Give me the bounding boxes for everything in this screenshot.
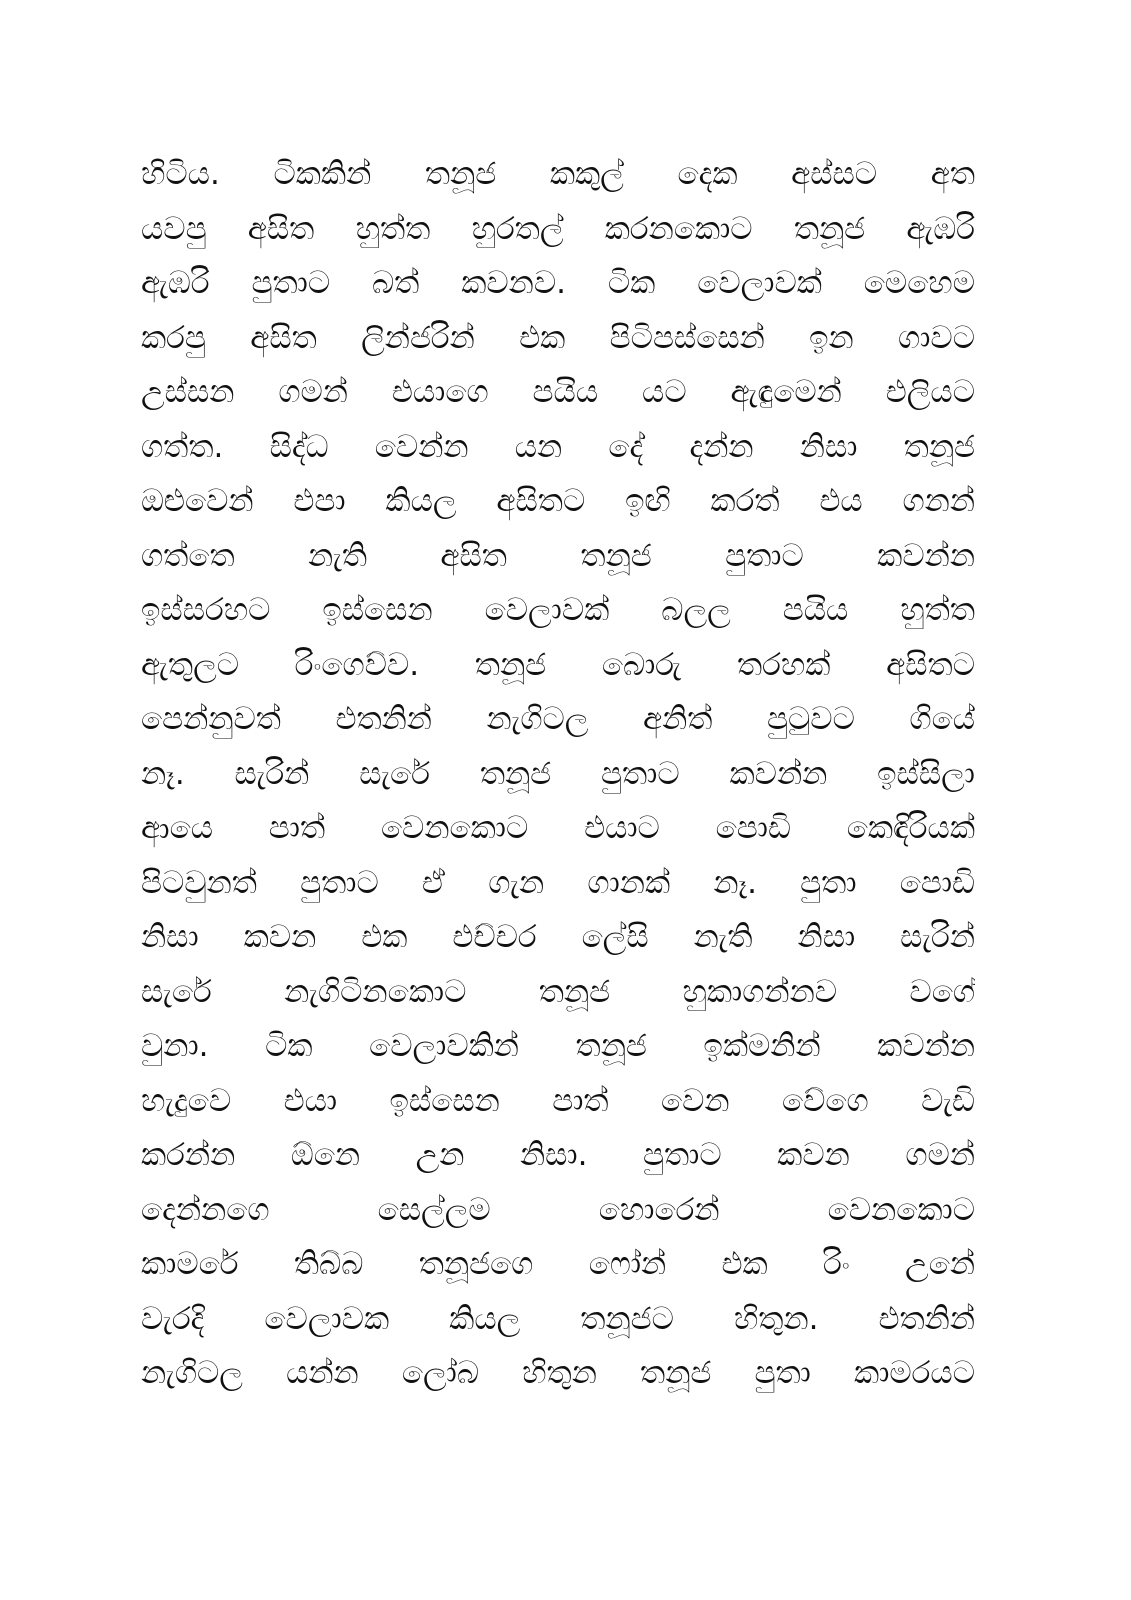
text-line: කාමරේ තිබ්බ තනූජගෙ ෆෝන් එක රිං උනේ — [141, 1246, 975, 1282]
text-line: උස්සන ගමන් එයාගෙ පයිය යට ඇඳුමෙන් එලියට — [141, 374, 975, 410]
text-line: පෙන්නුවත් එතනින් නැගිටල අනිත් පුටුවට ගියේ — [141, 701, 975, 737]
text-line: වුනා. ටික වෙලාවකින් තනූජ ඉක්මනින් කවන්න — [141, 1028, 975, 1064]
text-line: දෙන්නගෙ සෙල්ලම හොරෙන් වෙනකොට — [141, 1191, 975, 1228]
text-line: ආයෙ පාත් වෙනකොට එයාට පොඩි කෙඳිරියක් — [141, 810, 975, 846]
text-line: ගත්ත. සිද්ධ වෙන්න යන දේ දන්න නිසා තනූජ — [141, 428, 975, 465]
text-line: ගත්තෙ නැති අසිත තනූජ පුතාට කවන්න — [141, 537, 975, 574]
text-line: ඇඹරි පුතාට බත් කවනව. ටික වෙලාවක් මෙහෙම — [141, 265, 975, 301]
text-line: නෑ. සැරින් සැරේ තනූජ පුතාට කවන්න ඉස්සිලා — [141, 755, 975, 792]
text-line: ඇතුලට රිංගෙව්ව. තනූජ බොරු තරහක් අසිතට — [141, 646, 975, 683]
text-line: වැරදි වෙලාවක කියල තනූජට හිතුන. එතනින් — [141, 1300, 975, 1337]
text-line: ඉස්සරහට ඉස්සෙන වෙලාවක් බලල පයිය හුත්ත — [141, 592, 975, 628]
text-line: හැදුවෙ එයා ඉස්සෙන පාත් වෙන වේගෙ වැඩි — [141, 1082, 975, 1119]
text-line: පිටවුනත් පුතාට ඒ ගැන ගානක් නෑ. පුතා පොඩි — [141, 864, 975, 901]
text-line: නැගිටල යන්න ලෝබ හිතුන තනූජ පුතා කාමරයට — [141, 1355, 975, 1391]
text-line: යවපු අසිත හුත්ත හුරතල් කරනකොට තනූජ ඇඹරි — [141, 210, 975, 247]
text-line: කරන්න ඕනෙ උන නිසා. පුතාට කවන ගමන් — [141, 1137, 975, 1173]
text-line: ඔළුවෙන් එපා කියල අසිතට ඉඟි කරත් එය ගනන් — [141, 483, 975, 519]
text-line: සැරේ නැගිටිනකොට තනූජ හුකාගන්නව වගේ — [141, 973, 975, 1010]
text-line: කරපු අසිත ලින්ජරින් එක පිටිපස්සෙන් ඉන ගාවට — [141, 319, 975, 356]
body-text — [141, 147, 975, 1401]
text-line: නිසා කවන එක එච්චර ලේසි නැති නිසා සැරින් — [141, 919, 975, 955]
text-line: හිටිය. ටිකකින් තනූජ කකුල් දෙක අස්සට අත — [141, 156, 975, 192]
